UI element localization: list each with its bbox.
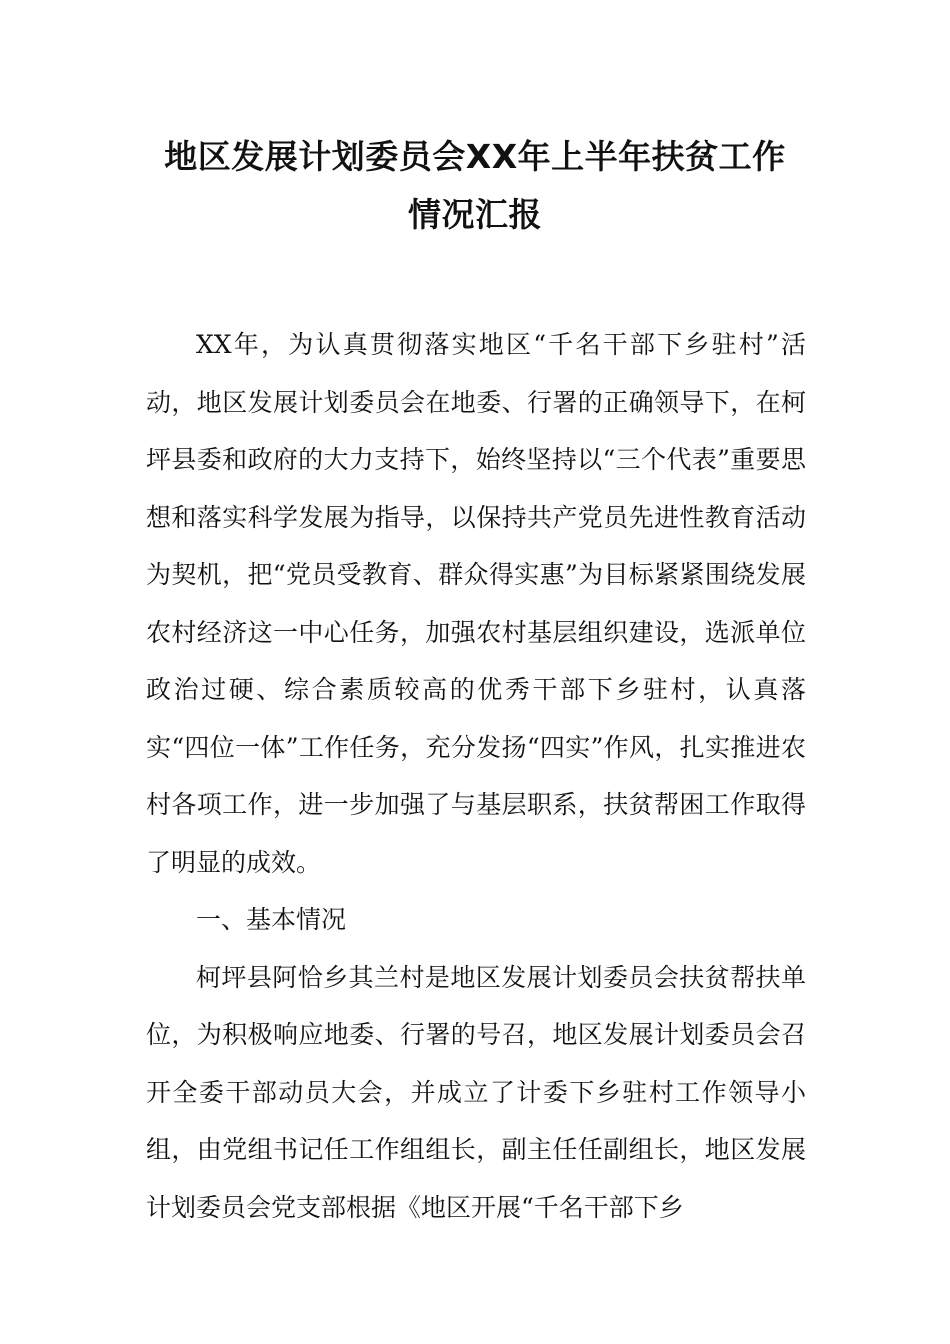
- section-heading-basic-situation: 一、基本情况: [196, 905, 347, 934]
- title-line-2: 情况汇报: [408, 195, 542, 234]
- paragraph-intro: XX年，为认真贯彻落实地区“千名干部下乡驻村”活动，地区发展计划委员会在地委、行署的正确领导下，在柯坪县委和政府的大力支持下，始终坚持以“三个代表”重要思想和落实科学发展为指导，以保持共产党员先进性教育活动为契机，把“党员受教育、群众得实惠”为目标紧紧围绕发展农村经济这一中心任务，加强农村基层组织建设，选派单位政治过硬、综合素质较高的优秀干部下乡驻村，认真落实“四位一体”工作任务，充分发扬“四实”作风，扎实推进农村各项工作，进一步加强了与基层职系，扶贫帮困工作取得了明显的成效。: [146, 330, 806, 877]
- title-line-1: 地区发展计划委员会XX年上半年扶贫工作: [164, 137, 786, 176]
- document-body: [146, 316, 806, 1236]
- document-title: [120, 128, 830, 244]
- paragraph-basic-situation: 柯坪县阿恰乡其兰村是地区发展计划委员会扶贫帮扶单位，为积极响应地委、行署的号召，地区发展计划委员会召开全委干部动员大会，并成立了计委下乡驻村工作领导小组，由党组书记任工作组组长，副主任任副组长，地区发展计划委员会党支部根据《地区开展“千名干部下乡: [146, 962, 806, 1222]
